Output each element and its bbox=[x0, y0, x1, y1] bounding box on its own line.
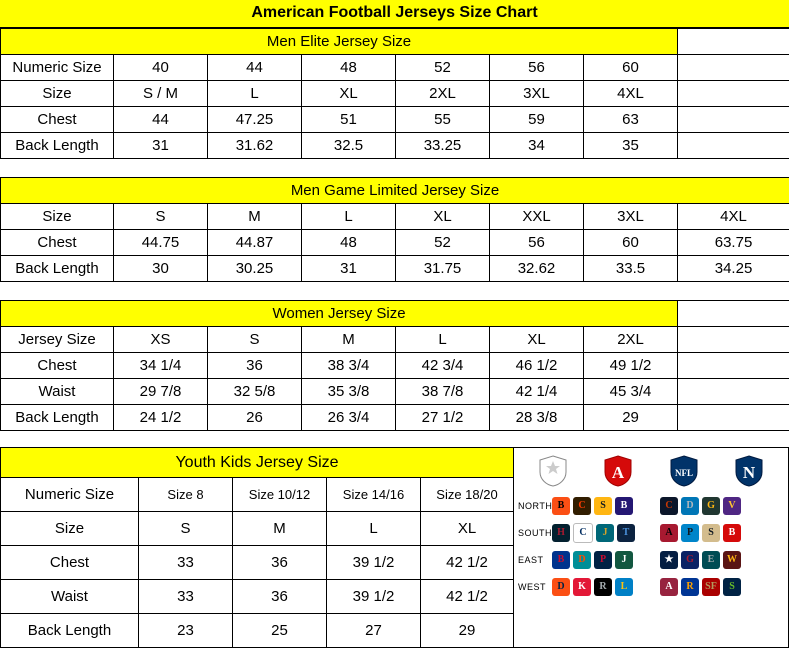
team-logo-det: D bbox=[681, 497, 699, 515]
row-label: Chest bbox=[1, 546, 139, 580]
nfc-west-teams bbox=[660, 578, 768, 596]
cell: L bbox=[327, 512, 421, 546]
table-row bbox=[1, 301, 789, 327]
team-logo-buf: B bbox=[552, 551, 570, 569]
table-row bbox=[1, 107, 789, 133]
cell: 36 bbox=[208, 353, 302, 379]
empty-cell bbox=[678, 405, 789, 431]
cell: 63 bbox=[584, 107, 678, 133]
table-row bbox=[1, 405, 789, 431]
cell: 59 bbox=[490, 107, 584, 133]
youth-heading: Youth Kids Jersey Size bbox=[1, 448, 514, 478]
team-logo-kc: K bbox=[573, 578, 591, 596]
team-logo-ne: P bbox=[594, 551, 612, 569]
cell: 35 bbox=[584, 133, 678, 159]
row-label: Jersey Size bbox=[1, 327, 114, 353]
cell: Size 18/20 bbox=[421, 478, 514, 512]
cell: 42 1/2 bbox=[421, 546, 514, 580]
cell: M bbox=[233, 512, 327, 546]
team-logo-no: S bbox=[702, 524, 720, 542]
row-label: Size bbox=[1, 81, 114, 107]
men-game-limited-table bbox=[0, 177, 789, 282]
afc-north-teams bbox=[552, 497, 660, 515]
cell: XL bbox=[421, 512, 514, 546]
cell: 34 1/4 bbox=[114, 353, 208, 379]
cell: 39 1/2 bbox=[327, 580, 421, 614]
cell: 39 1/2 bbox=[327, 546, 421, 580]
row-label: Size bbox=[1, 204, 114, 230]
cell: XS bbox=[114, 327, 208, 353]
team-logo-nyg: G bbox=[681, 551, 699, 569]
cell: 3XL bbox=[490, 81, 584, 107]
table-row bbox=[1, 512, 514, 546]
bottom-area bbox=[0, 447, 789, 648]
cell: 32.62 bbox=[490, 256, 584, 282]
team-logo-gb: G bbox=[702, 497, 720, 515]
cell: 38 7/8 bbox=[396, 379, 490, 405]
cell: 35 3/8 bbox=[302, 379, 396, 405]
row-label: Chest bbox=[1, 353, 114, 379]
cell: Size 8 bbox=[139, 478, 233, 512]
cell: 36 bbox=[233, 580, 327, 614]
svg-text:N: N bbox=[743, 463, 756, 482]
team-logo-nyj: J bbox=[615, 551, 633, 569]
divisions-grid bbox=[514, 492, 788, 602]
cell: XL bbox=[396, 204, 490, 230]
cell: 4XL bbox=[678, 204, 789, 230]
cell: 33.25 bbox=[396, 133, 490, 159]
cell: 32.5 bbox=[302, 133, 396, 159]
row-label: Back Length bbox=[1, 133, 114, 159]
team-logo-atl: A bbox=[660, 524, 678, 542]
team-logo-sf: SF bbox=[702, 578, 720, 596]
cell: 42 1/4 bbox=[490, 379, 584, 405]
cell: 24 1/2 bbox=[114, 405, 208, 431]
division-label-south: SOUTH bbox=[518, 527, 552, 538]
cell: 40 bbox=[114, 55, 208, 81]
cell: 56 bbox=[490, 55, 584, 81]
cell: 30.25 bbox=[208, 256, 302, 282]
conference-logos-row bbox=[514, 448, 788, 492]
cell: 28 3/8 bbox=[490, 405, 584, 431]
cell: 23 bbox=[139, 614, 233, 648]
team-logo-lv: R bbox=[594, 578, 612, 596]
cell: 42 3/4 bbox=[396, 353, 490, 379]
cell: 48 bbox=[302, 230, 396, 256]
cell: 33.5 bbox=[584, 256, 678, 282]
cell: 47.25 bbox=[208, 107, 302, 133]
cell: 51 bbox=[302, 107, 396, 133]
team-logo-min: V bbox=[723, 497, 741, 515]
empty-cell bbox=[678, 327, 789, 353]
row-label: Waist bbox=[1, 379, 114, 405]
nfc-north-teams bbox=[660, 497, 768, 515]
table-row bbox=[1, 230, 789, 256]
team-logo-den: D bbox=[552, 578, 570, 596]
cell: 26 3/4 bbox=[302, 405, 396, 431]
cell: 2XL bbox=[584, 327, 678, 353]
empty-cell bbox=[678, 133, 789, 159]
section-spacer bbox=[0, 431, 789, 447]
team-logo-car: P bbox=[681, 524, 699, 542]
cell: 29 bbox=[584, 405, 678, 431]
row-label: Chest bbox=[1, 230, 114, 256]
row-label: Back Length bbox=[1, 405, 114, 431]
cell: 31.62 bbox=[208, 133, 302, 159]
team-logo-bal: B bbox=[615, 497, 633, 515]
cell: 33 bbox=[139, 546, 233, 580]
cell: 52 bbox=[396, 230, 490, 256]
cell: 27 1/2 bbox=[396, 405, 490, 431]
cell: 27 bbox=[327, 614, 421, 648]
division-label-north: NORTH bbox=[518, 500, 553, 511]
cell: 44 bbox=[114, 107, 208, 133]
table-row bbox=[1, 178, 789, 204]
youth-table-wrap bbox=[0, 447, 513, 648]
table-row bbox=[1, 55, 789, 81]
cell: 29 7/8 bbox=[114, 379, 208, 405]
empty-cell bbox=[678, 353, 789, 379]
cell: Size 10/12 bbox=[233, 478, 327, 512]
cell: 31 bbox=[114, 133, 208, 159]
cell: 34 bbox=[490, 133, 584, 159]
team-logo-sea: S bbox=[723, 578, 741, 596]
cell: 31 bbox=[302, 256, 396, 282]
cell: S bbox=[139, 512, 233, 546]
cell: L bbox=[302, 204, 396, 230]
empty-cell bbox=[678, 81, 789, 107]
cell: XL bbox=[490, 327, 584, 353]
row-label: Chest bbox=[1, 107, 114, 133]
cell: 36 bbox=[233, 546, 327, 580]
youth-table bbox=[0, 447, 514, 648]
division-row-north bbox=[518, 492, 786, 519]
division-row-south bbox=[518, 519, 786, 546]
cell: 45 3/4 bbox=[584, 379, 678, 405]
men-game-limited-heading: Men Game Limited Jersey Size bbox=[1, 178, 789, 204]
table-row bbox=[1, 204, 789, 230]
cell: 29 bbox=[421, 614, 514, 648]
cell: 55 bbox=[396, 107, 490, 133]
cell: 34.25 bbox=[678, 256, 789, 282]
cell: 60 bbox=[584, 55, 678, 81]
team-logo-ten: T bbox=[617, 524, 635, 542]
cell: 63.75 bbox=[678, 230, 789, 256]
table-row bbox=[1, 327, 789, 353]
afc-south-teams bbox=[552, 523, 660, 543]
team-logo-hou: H bbox=[552, 524, 570, 542]
page-title: American Football Jerseys Size Chart bbox=[0, 0, 789, 28]
table-row bbox=[1, 379, 789, 405]
cell: 49 1/2 bbox=[584, 353, 678, 379]
cell: 60 bbox=[584, 230, 678, 256]
cell: S / M bbox=[114, 81, 208, 107]
table-row bbox=[1, 614, 514, 648]
cell: 26 bbox=[208, 405, 302, 431]
division-label-west: WEST bbox=[518, 581, 546, 592]
team-logo-chi: C bbox=[660, 497, 678, 515]
nfc-south-teams bbox=[660, 524, 768, 542]
cell: 4XL bbox=[584, 81, 678, 107]
cell: L bbox=[396, 327, 490, 353]
row-label: Back Length bbox=[1, 614, 139, 648]
empty-cell bbox=[678, 301, 789, 327]
table-row bbox=[1, 448, 514, 478]
table-row bbox=[1, 256, 789, 282]
row-label: Numeric Size bbox=[1, 478, 139, 512]
table-row bbox=[1, 546, 514, 580]
team-logo-lac: L bbox=[615, 578, 633, 596]
cell: 33 bbox=[139, 580, 233, 614]
table-row bbox=[1, 478, 514, 512]
cell: M bbox=[302, 327, 396, 353]
cell: S bbox=[114, 204, 208, 230]
team-logo-cle: C bbox=[573, 497, 591, 515]
women-table bbox=[0, 300, 789, 431]
empty-cell bbox=[678, 55, 789, 81]
afc-east-teams bbox=[552, 551, 660, 569]
nfc-east-teams bbox=[660, 551, 768, 569]
section-spacer bbox=[0, 282, 789, 300]
row-label: Waist bbox=[1, 580, 139, 614]
afc-logo bbox=[603, 455, 633, 487]
cell: XL bbox=[302, 81, 396, 107]
cell: 25 bbox=[233, 614, 327, 648]
nfl-shield-logo bbox=[538, 455, 568, 487]
men-elite-table bbox=[0, 28, 789, 159]
cell: 42 1/2 bbox=[421, 580, 514, 614]
cell: 38 3/4 bbox=[302, 353, 396, 379]
table-row bbox=[1, 133, 789, 159]
cell: 31.75 bbox=[396, 256, 490, 282]
table-row bbox=[1, 29, 789, 55]
cell: S bbox=[208, 327, 302, 353]
table-row bbox=[1, 580, 514, 614]
team-logo-was: W bbox=[723, 551, 741, 569]
division-row-west bbox=[518, 573, 786, 600]
team-logo-ari: A bbox=[660, 578, 678, 596]
women-heading: Women Jersey Size bbox=[1, 301, 678, 327]
cell: Size 14/16 bbox=[327, 478, 421, 512]
team-logo-jax: J bbox=[596, 524, 614, 542]
row-label: Back Length bbox=[1, 256, 114, 282]
nfc-logo bbox=[734, 455, 764, 487]
cell: 30 bbox=[114, 256, 208, 282]
team-logo-tb: B bbox=[723, 524, 741, 542]
empty-cell bbox=[678, 107, 789, 133]
nfl-logo bbox=[669, 455, 699, 487]
team-logo-pit: S bbox=[594, 497, 612, 515]
cell: 46 1/2 bbox=[490, 353, 584, 379]
division-row-east bbox=[518, 546, 786, 573]
cell: 44.87 bbox=[208, 230, 302, 256]
cell: 2XL bbox=[396, 81, 490, 107]
svg-text:NFL: NFL bbox=[674, 468, 693, 478]
table-row bbox=[1, 353, 789, 379]
row-label: Size bbox=[1, 512, 139, 546]
team-logo-phi: E bbox=[702, 551, 720, 569]
cell: 56 bbox=[490, 230, 584, 256]
men-elite-heading: Men Elite Jersey Size bbox=[1, 29, 678, 55]
cell: L bbox=[208, 81, 302, 107]
division-label-east: EAST bbox=[518, 554, 544, 565]
cell: 44 bbox=[208, 55, 302, 81]
cell: 3XL bbox=[584, 204, 678, 230]
section-spacer bbox=[0, 159, 789, 177]
svg-text:A: A bbox=[612, 463, 625, 482]
team-logo-dal: ★ bbox=[660, 551, 678, 569]
team-logo-cin: B bbox=[552, 497, 570, 515]
table-row bbox=[1, 81, 789, 107]
cell: 44.75 bbox=[114, 230, 208, 256]
cell: M bbox=[208, 204, 302, 230]
empty-cell bbox=[678, 29, 789, 55]
row-label: Numeric Size bbox=[1, 55, 114, 81]
afc-west-teams bbox=[552, 578, 660, 596]
cell: 48 bbox=[302, 55, 396, 81]
empty-cell bbox=[678, 379, 789, 405]
nfl-teams-panel bbox=[513, 447, 789, 648]
cell: 52 bbox=[396, 55, 490, 81]
cell: XXL bbox=[490, 204, 584, 230]
team-logo-lar: R bbox=[681, 578, 699, 596]
cell: 32 5/8 bbox=[208, 379, 302, 405]
team-logo-ind: C bbox=[573, 523, 593, 543]
team-logo-mia: D bbox=[573, 551, 591, 569]
